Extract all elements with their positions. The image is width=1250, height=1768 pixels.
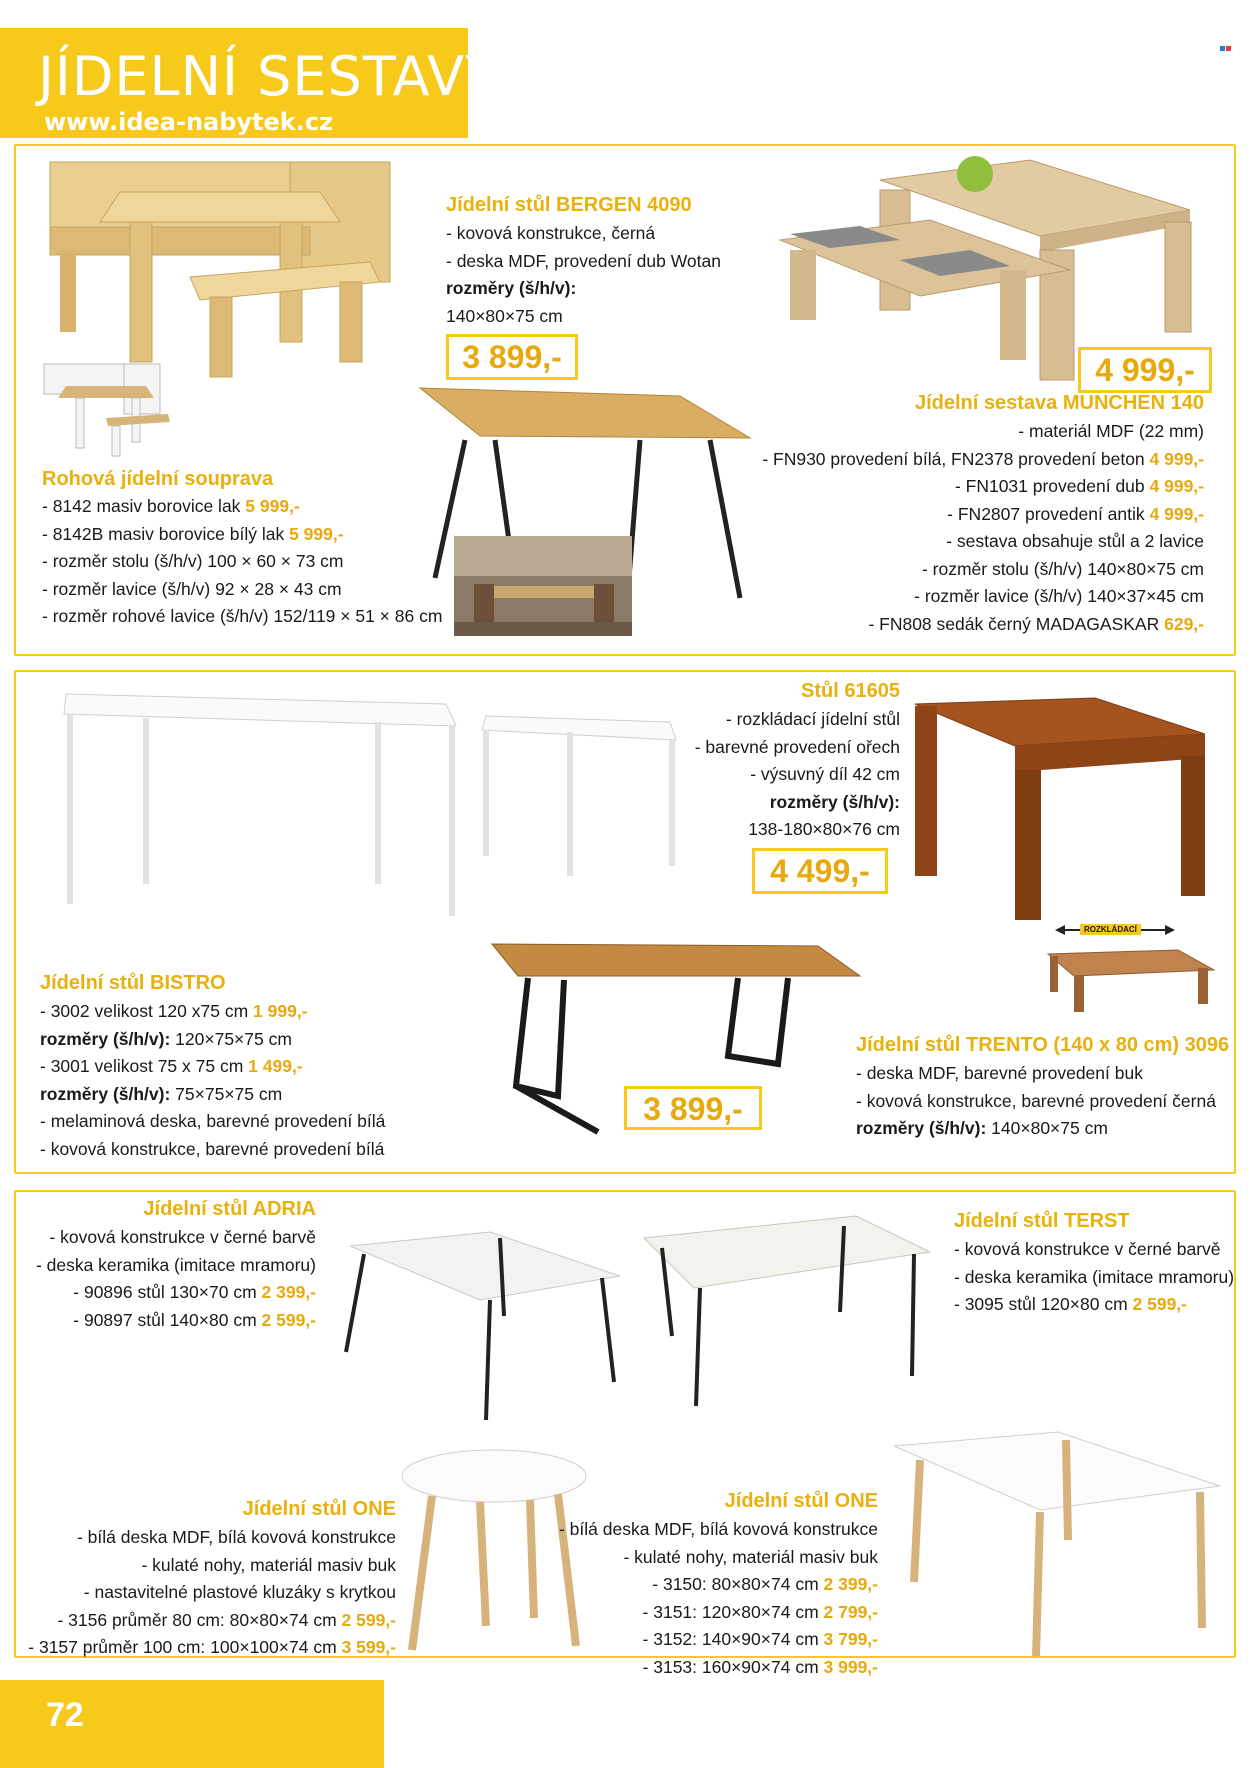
trento-title: Jídelní stůl TRENTO (140 x 80 cm) 3096 <box>856 1034 1230 1056</box>
one-rect-title: Jídelní stůl ONE <box>724 1490 878 1512</box>
page-title: JÍDELNÍ SESTAVY <box>38 45 500 108</box>
rozkladaci-label: ROZKLÁDACÍ <box>1080 924 1141 935</box>
one-round-title: Jídelní stůl ONE <box>242 1498 396 1520</box>
bergen-title: Jídelní stůl BERGEN 4090 <box>446 194 692 216</box>
extended-table-image <box>1038 944 1218 1014</box>
adria-specs: - kovová konstrukce v černé barvě - deska keramika (imitace mramoru) - 90896 stůl 130×70 cm 2 399,- - 90897 stůl 140×80 cm 2 599,- <box>35 1227 316 1330</box>
website-url[interactable]: www.idea-nabytek.cz <box>44 108 334 136</box>
adria-table-image <box>340 1226 630 1426</box>
rohova-title: Rohová jídelní souprava <box>42 468 274 490</box>
stul61605-specs: - rozkládací jídelní stůl - barevné provedení ořech - výsuvný díl 42 cm rozměry (š/h/v): 138-180×80×76 cm <box>694 709 900 839</box>
munchen-price: 4 999,- <box>1078 347 1212 393</box>
rohova-specs: - 8142 masiv borovice lak 5 999,- - 8142B masiv borovice bílý lak 5 999,- - rozměr stolu (š/h/v) 100 × 60 × 73 cm - rozměr lavice (š/h/v) 92 × 28 × 43 cm - rozměr rohové lavice (š/h/v) 152/119 × 51 × 86 cm <box>42 496 443 626</box>
terst-title: Jídelní stůl TERST <box>954 1210 1130 1232</box>
brand-logo-icon <box>1220 38 1236 48</box>
bistro-large-table-image <box>56 684 466 934</box>
bistro-title: Jídelní stůl BISTRO <box>40 972 226 994</box>
bistro-specs: - 3002 velikost 120 x75 cm 1 999,- rozměry (š/h/v): 120×75×75 cm - 3001 velikost 75 x 75 cm 1 499,- rozměry (š/h/v): 75×75×75 cm - melaminová deska, barevné provedení bílá - kovová konstrukce, barevné provedení bílá <box>40 1001 386 1159</box>
munchen-specs: - materiál MDF (22 mm) - FN930 provedení bílá, FN2378 provedení beton 4 999,- - FN1031 provedení dub 4 999,- - FN2807 provedení antik 4 999,- - sestava obsahuje stůl a 2 lavice - rozměr stolu (š/h/v) 140×80×75 cm - rozměr lavice (š/h/v) 140×37×45 cm - FN808 sedák černý MADAGASKAR 629,- <box>762 421 1204 634</box>
dining-room-photo <box>454 536 632 636</box>
bergen-specs: - kovová konstrukce, černá - deska MDF, provedení dub Wotan rozměry (š/h/v): 140×80×75 cm <box>446 223 721 326</box>
corner-bench-white-image <box>36 356 176 466</box>
terst-specs: - kovová konstrukce v černé barvě - deska keramika (imitace mramoru) - 3095 stůl 120×80 cm 2 599,- <box>954 1239 1235 1314</box>
bergen-price: 3 899,- <box>446 334 578 380</box>
one-rect-table-image <box>890 1432 1230 1662</box>
munchen-set-image <box>770 150 1210 380</box>
bistro-small-table-image <box>480 706 680 886</box>
stul61605-table-image <box>905 690 1215 930</box>
munchen-title: Jídelní sestava MUNCHEN 140 <box>914 392 1204 414</box>
trento-price: 3 899,- <box>624 1086 762 1130</box>
trento-specs: - deska MDF, barevné provedení buk - kovová konstrukce, barevné provedení černá rozměry (š/h/v): 140×80×75 cm <box>856 1063 1216 1138</box>
stul61605-price: 4 499,- <box>752 848 888 894</box>
adria-title: Jídelní stůl ADRIA <box>143 1198 316 1220</box>
page-number: 72 <box>46 1696 84 1734</box>
one-round-specs: - bílá deska MDF, bílá kovová konstrukce - kulaté nohy, materiál masiv buk - nastavitelné plastové kluzáky s krytkou - 3156 průměr 80 cm: 80×80×74 cm 2 599,- - 3157 průměr 100 cm: 100×100×74 cm 3 599,- <box>28 1527 396 1657</box>
one-rect-specs: - bílá deska MDF, bílá kovová konstrukce - kulaté nohy, materiál masiv buk - 3150: 80×80×74 cm 2 399,- - 3151: 120×80×74 cm 2 799,- - 3152: 140×90×74 cm 3 799,- - 3153: 160×90×74 cm 3 999,- <box>558 1519 878 1677</box>
stul61605-title: Stůl 61605 <box>801 680 900 702</box>
terst-table-image <box>640 1212 940 1412</box>
